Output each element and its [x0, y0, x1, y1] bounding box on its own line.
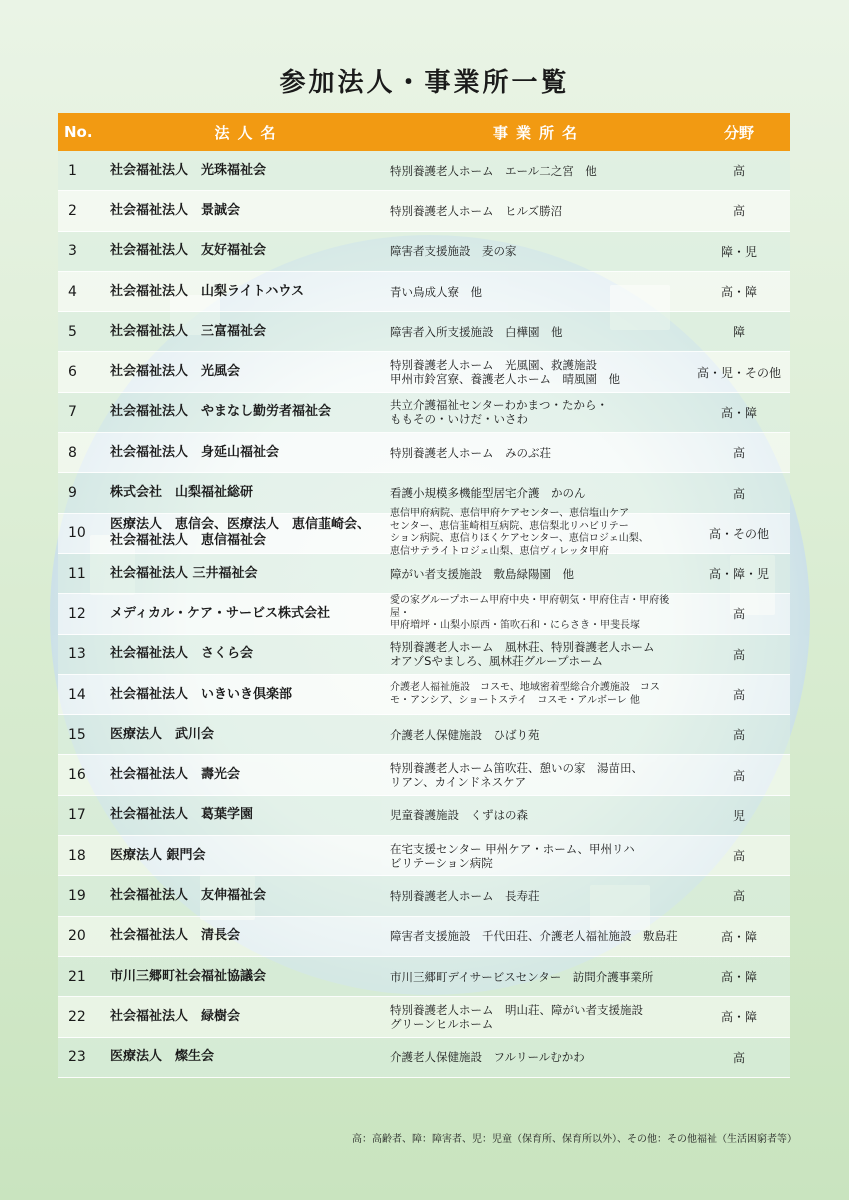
table-row	[58, 191, 790, 231]
row-corporation: 社会福祉法人 友好福祉会	[110, 243, 267, 259]
row-field: 高	[732, 647, 745, 662]
row-no: 5	[68, 323, 77, 340]
row-no: 10	[68, 525, 86, 542]
row-corporation: 社会福祉法人 光珠福祉会	[110, 162, 267, 178]
row-field: 高・障	[720, 970, 757, 985]
table-header	[58, 113, 790, 151]
row-office: 在宅支援センター 甲州ケア・ホーム、甲州リハ ビリテーション病院	[390, 841, 635, 870]
table-row	[58, 755, 790, 795]
row-no: 21	[68, 968, 86, 985]
row-corporation: 社会福祉法人 三富福祉会	[110, 323, 267, 339]
row-corporation: メディカル・ケア・サービス株式会社	[110, 605, 330, 621]
header-corporation: 法人名	[214, 123, 284, 142]
row-corporation: 市川三郷町社会福祉協議会	[110, 968, 267, 984]
table-row	[58, 312, 790, 352]
row-field: 児	[732, 808, 745, 823]
row-no: 20	[68, 928, 86, 945]
row-office: 特別養護老人ホーム 光風園、救護施設 甲州市鈴宮寮、養護老人ホーム 晴風園 他	[390, 358, 620, 387]
table-body	[58, 151, 790, 1078]
row-corporation: 社会福祉法人 いきいき倶楽部	[110, 686, 293, 702]
table-row	[58, 957, 790, 997]
row-no: 2	[68, 202, 77, 219]
row-field: 高	[732, 486, 745, 501]
row-office: 愛の家グループホーム甲府中央・甲府朝気・甲府住吉・甲府後屋・ 甲府増坪・山梨小原西・笛吹石和・にらさき・甲斐長塚	[390, 595, 670, 632]
row-office: 特別養護老人ホーム 風林荘、特別養護老人ホーム オアゾSやましろ、風林荘グループホーム	[390, 640, 655, 669]
row-office: 特別養護老人ホーム 明山荘、障がい者支援施設 グリーンヒルホーム	[390, 1002, 643, 1031]
table-row	[58, 151, 790, 191]
table-row	[58, 508, 790, 557]
row-corporation: 医療法人 銀門会	[110, 847, 206, 863]
row-field: 障・児	[720, 244, 757, 259]
row-corporation: 社会福祉法人 友伸福祉会	[110, 887, 267, 903]
row-office: 特別養護老人ホーム エール二之宮 他	[390, 163, 597, 178]
row-no: 4	[68, 283, 77, 300]
row-corporation: 社会福祉法人 光風会	[110, 364, 241, 380]
row-corporation: 社会福祉法人 やまなし勤労者福祉会	[110, 404, 332, 420]
table-row	[58, 272, 790, 312]
header-no: No.	[64, 123, 93, 141]
row-corporation: 株式会社 山梨福祉総研	[110, 485, 254, 501]
row-no: 22	[68, 1008, 86, 1025]
header-field: 分野	[723, 123, 754, 142]
row-field: 障	[732, 325, 745, 340]
row-field: 高	[732, 849, 745, 864]
row-field: 高・障	[720, 405, 757, 420]
row-no: 13	[68, 646, 86, 663]
row-office: 障がい者支援施設 敷島緑陽園 他	[390, 566, 574, 581]
row-no: 15	[68, 726, 86, 743]
table-row	[58, 675, 790, 715]
row-field: 高	[732, 688, 745, 702]
row-field: 高	[732, 164, 745, 179]
row-no: 11	[68, 565, 86, 582]
row-corporation: 社会福祉法人 景誠会	[110, 202, 241, 218]
row-office: 青い鳥成人寮 他	[390, 284, 482, 299]
row-no: 3	[68, 243, 77, 260]
row-office: 介護老人福祉施設 コスモ、地域密着型総合介護施設 コス モ・アンシア、ショートステイ コスモ・アルボーレ 他	[390, 682, 660, 706]
row-corporation: 社会福祉法人 三井福祉会	[110, 565, 258, 581]
table-row	[58, 635, 790, 675]
row-no: 6	[68, 364, 77, 381]
row-office: 障害者支援施設 千代田荘、介護老人福祉施設 敷島荘	[390, 929, 678, 944]
row-corporation: 社会福祉法人 身延山福祉会	[110, 444, 280, 460]
row-field: 高	[732, 1050, 745, 1065]
footnote: 高：高齢者、障：障害者、児：児童（保育所、保育所以外）、その他：その他福祉（生活困窮者等）	[352, 1134, 797, 1145]
row-field: 高	[732, 889, 745, 904]
table-row	[58, 836, 790, 876]
row-no: 23	[68, 1049, 86, 1066]
row-field: 高・その他	[708, 526, 769, 541]
row-corporation: 社会福祉法人 緑樹会	[110, 1008, 241, 1024]
row-no: 18	[68, 847, 86, 864]
page-title: 参加法人・事業所一覧	[279, 68, 570, 98]
table-row	[58, 352, 790, 392]
row-field: 高・障	[720, 285, 757, 300]
row-corporation: 社会福祉法人 葛葉学園	[110, 807, 254, 823]
row-field: 高	[732, 728, 745, 743]
table-row	[58, 715, 790, 755]
row-field: 高・障	[720, 929, 757, 944]
row-no: 1	[68, 162, 77, 179]
row-no: 16	[68, 767, 86, 784]
row-office: 市川三郷町デイサービスセンター 訪問介護事業所	[390, 969, 654, 984]
row-office: 障害者支援施設 麦の家	[390, 244, 517, 259]
row-no: 17	[68, 807, 86, 824]
table-row	[58, 796, 790, 836]
row-corporation: 医療法人 恵信会、医療法人 恵信韮崎会、 社会福祉法人 恵信福祉会	[110, 517, 371, 549]
row-field: 高・障・児	[708, 567, 769, 582]
row-corporation: 社会福祉法人 壽光会	[110, 767, 241, 783]
row-corporation: 医療法人 武川会	[110, 726, 215, 742]
row-no: 12	[68, 605, 86, 622]
row-office: 特別養護老人ホーム ヒルズ勝沼	[390, 203, 563, 218]
row-field: 高・障	[720, 1010, 757, 1025]
row-office: 恵信甲府病院、恵信甲府ケアセンター、恵信塩山ケア センター、恵信韮崎相互病院、恵信梨北リハビリテー ション病院、恵信りほくケアセンター、恵信ロジェ山梨、 恵信サテライトロジェ山梨、恵信ヴィレッタ甲府	[390, 508, 649, 557]
row-field: 高	[732, 204, 745, 219]
row-no: 19	[68, 887, 86, 904]
row-office: 特別養護老人ホーム笛吹荘、憩いの家 湯苗田、 リアン、カインドネスケア	[390, 761, 643, 790]
table-row	[58, 594, 790, 634]
corporation-table	[58, 113, 790, 1078]
row-corporation: 社会福祉法人 さくら会	[110, 646, 254, 662]
row-corporation: 社会福祉法人 山梨ライトハウス	[110, 283, 304, 299]
row-corporation: 社会福祉法人 清長会	[110, 928, 241, 944]
row-office: 介護老人保健施設 ひばり苑	[390, 727, 540, 742]
row-field: 高・児・その他	[696, 365, 781, 380]
table-row	[58, 876, 790, 916]
table-row	[58, 917, 790, 957]
table-row	[58, 997, 790, 1037]
row-office: 特別養護老人ホーム 長寿荘	[390, 888, 540, 903]
table-row	[58, 1038, 790, 1078]
row-no: 8	[68, 444, 77, 461]
row-corporation: 医療法人 燦生会	[110, 1049, 215, 1065]
row-field: 高	[732, 607, 745, 622]
table-row	[58, 554, 790, 594]
row-field: 高	[732, 446, 745, 461]
table-row	[58, 232, 790, 272]
row-no: 7	[68, 404, 77, 421]
row-no: 14	[68, 686, 86, 703]
table-row	[58, 393, 790, 433]
header-office: 事業所名	[492, 123, 585, 142]
row-office: 特別養護老人ホーム みのぶ荘	[390, 445, 551, 460]
row-office: 児童養護施設 くずはの森	[390, 808, 528, 823]
row-office: 障害者入所支援施設 白樺園 他	[390, 324, 563, 339]
row-no: 9	[68, 485, 77, 502]
row-office: 共立介護福祉センターわかまつ・たから・ ももその・いけだ・いさわ	[390, 398, 609, 427]
row-field: 高	[732, 768, 745, 783]
row-office: 介護老人保健施設 フルリールむかわ	[390, 1050, 585, 1065]
table-row	[58, 433, 790, 473]
row-office: 看護小規模多機能型居宅介護 かのん	[390, 486, 586, 501]
